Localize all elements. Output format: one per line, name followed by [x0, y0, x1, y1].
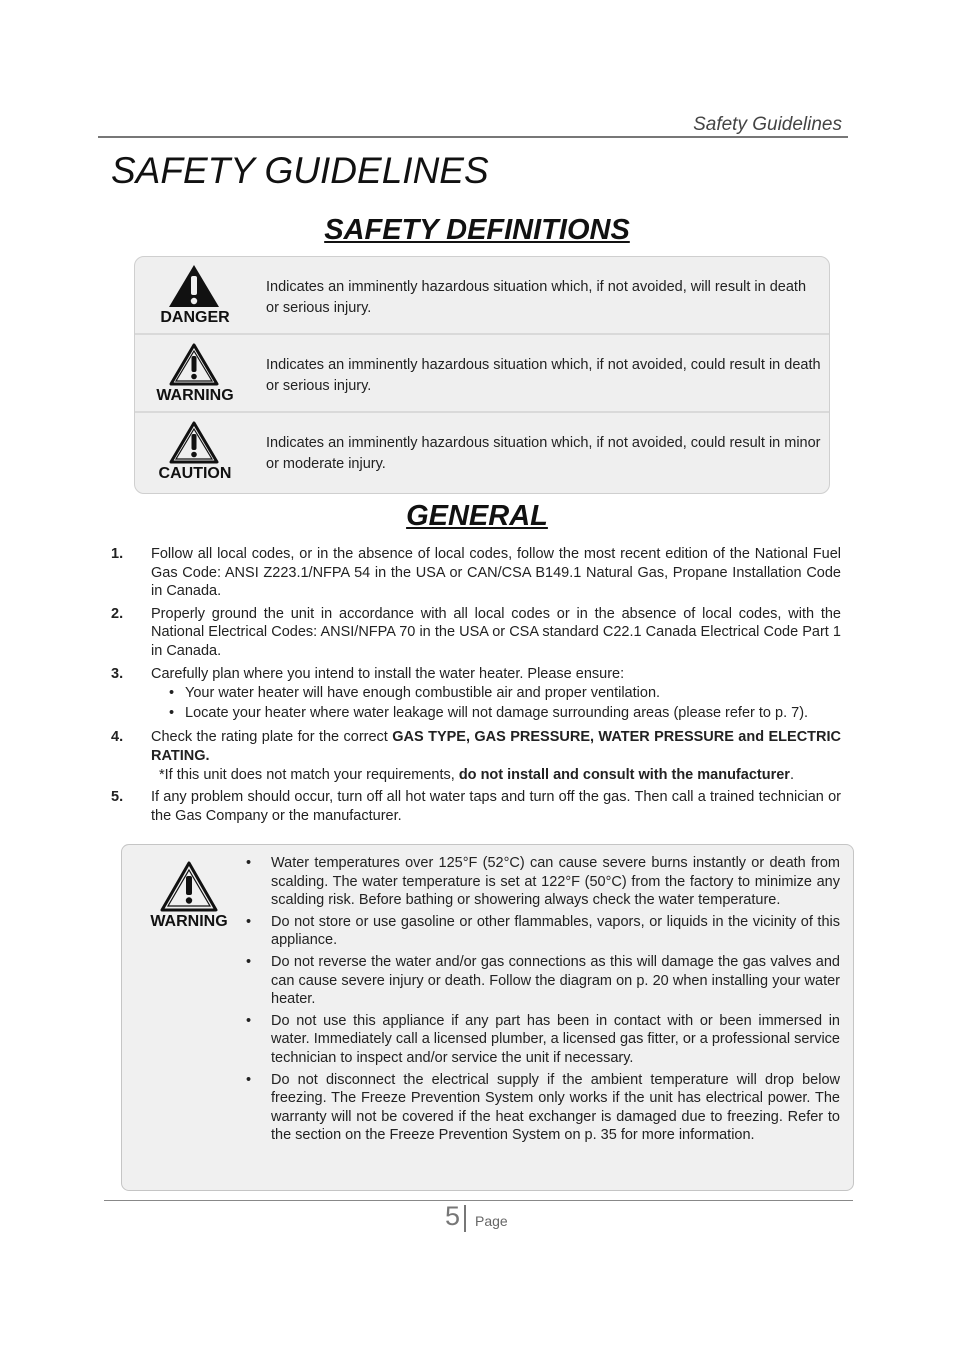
list-text: Follow all local codes, or in the absence of local codes, follow the most recent edition of the National Fuel Gas Code: ANSI Z223.1/NFPA 54 in the USA or CAN/CSA B149.1 Natural Gas, Propane Installation Code in Canada. — [151, 546, 841, 600]
page-number: 5 — [445, 1201, 461, 1231]
warning-item: • Do not use this appliance if any part has been in contact with or been immersed in water. Immediately call a licensed plumber, a licensed gas fitter, or a professional service technician to inspect and/or service the unit if necessary. — [246, 1012, 840, 1066]
list-item — [111, 665, 841, 723]
sub-list-item: • Your water heater will have enough combustible air and proper ventilation. — [169, 685, 661, 702]
warning-triangle-icon — [158, 859, 220, 913]
bullet-icon: • — [169, 704, 175, 721]
definition-text: Indicates an imminently hazardous situation which, if not avoided, will result in death or serious injury. — [266, 279, 807, 316]
caution-triangle-icon — [167, 419, 221, 465]
list-item — [111, 605, 841, 661]
bullet-icon: • — [169, 685, 175, 702]
warning-list — [246, 854, 840, 1148]
page-title: SAFETY GUIDELINES — [111, 150, 489, 191]
list-number: 2. — [111, 605, 124, 622]
bullet-icon: • — [246, 953, 252, 970]
warning-triangle-icon — [167, 341, 221, 387]
list-number: 3. — [111, 665, 124, 682]
bullet-icon: • — [246, 913, 252, 930]
general-list — [111, 545, 841, 829]
bullet-icon: • — [246, 1012, 252, 1029]
list-number: 1. — [111, 546, 124, 562]
list-text-bold: GAS TYPE, GAS PRESSURE, WATER PRESSURE and ELECTRIC RATING. — [151, 729, 841, 764]
warning-item: • Do not disconnect the electrical supply if the ambient temperature will drop below freezing. The Freeze Prevention System only works if the unit has electrical power. The warranty will not be covered if the heat exchanger is damaged due to freezing. Refer to the section on the Freeze Prevention System on p. 35 for more information. — [246, 1071, 840, 1144]
page-word: Page — [475, 1213, 508, 1229]
list-text: Properly ground the unit in accordance with all local codes or in the absence of local codes, with the National Electrical Codes: ANSI/NFPA 70 in the USA or CSA standard C22.1 Canada Electrical Code Part 1 in Canada. — [151, 605, 841, 659]
bullet-icon: • — [246, 1071, 252, 1088]
sub-list-item: • Locate your heater where water leakage will not damage surrounding areas (please refer to p. 7). — [169, 704, 809, 721]
list-number: 4. — [111, 729, 124, 746]
definition-row-warning — [135, 335, 829, 413]
definition-label: WARNING — [156, 387, 234, 404]
definition-text: Indicates an imminently hazardous situation which, if not avoided, could result in minor or moderate injury. — [266, 435, 821, 472]
list-item — [111, 728, 841, 784]
danger-triangle-icon — [167, 263, 221, 309]
list-text: Carefully plan where you intend to install the water heater. Please ensure: — [151, 665, 625, 682]
list-number: 5. — [111, 789, 124, 806]
warning-label: WARNING — [150, 913, 228, 930]
general-heading: GENERAL — [406, 500, 548, 532]
header-section-label: Safety Guidelines — [693, 114, 842, 135]
header-divider — [98, 136, 848, 138]
definition-label: DANGER — [160, 309, 230, 326]
definition-row-caution — [135, 413, 829, 491]
safety-definitions-box — [134, 256, 830, 494]
warning-box — [121, 844, 854, 1191]
list-item — [111, 788, 841, 825]
warning-item: • Do not store or use gasoline or other flammables, vapors, or liquids in the vicinity of this appliance. — [246, 913, 840, 949]
bullet-icon: • — [246, 855, 252, 871]
page-separator — [464, 1205, 466, 1232]
footer-divider — [104, 1200, 853, 1201]
list-text: Check the rating plate for the correct — [151, 729, 393, 746]
definition-label: CAUTION — [158, 465, 232, 482]
definition-row-danger — [135, 257, 829, 335]
list-item — [111, 545, 841, 601]
warning-item: • Do not reverse the water and/or gas connections as this will damage the gas valves and can cause severe injury or death. Follow the diagram on p. 20 when installing your water heater. — [246, 953, 840, 1008]
sub-list — [151, 684, 841, 722]
list-text: If any problem should occur, turn off all hot water taps and turn off the gas. Then call a trained technician or the Gas Company or the manufacturer. — [151, 789, 841, 824]
definition-text: Indicates an imminently hazardous situation which, if not avoided, could result in death or serious injury. — [266, 357, 821, 394]
warning-item: • Water temperatures over 125°F (52°C) can cause severe burns instantly or death from scalding. The water temperature is set at 122°F (50°C) from the factory to minimize any scalding risk. Before bathing or showering always check the water temperature. — [246, 855, 840, 909]
rating-note: *If this unit does not match your requirements, do not install and consult with the manufacturer. — [159, 766, 794, 783]
safety-definitions-heading: SAFETY DEFINITIONS — [324, 214, 630, 246]
